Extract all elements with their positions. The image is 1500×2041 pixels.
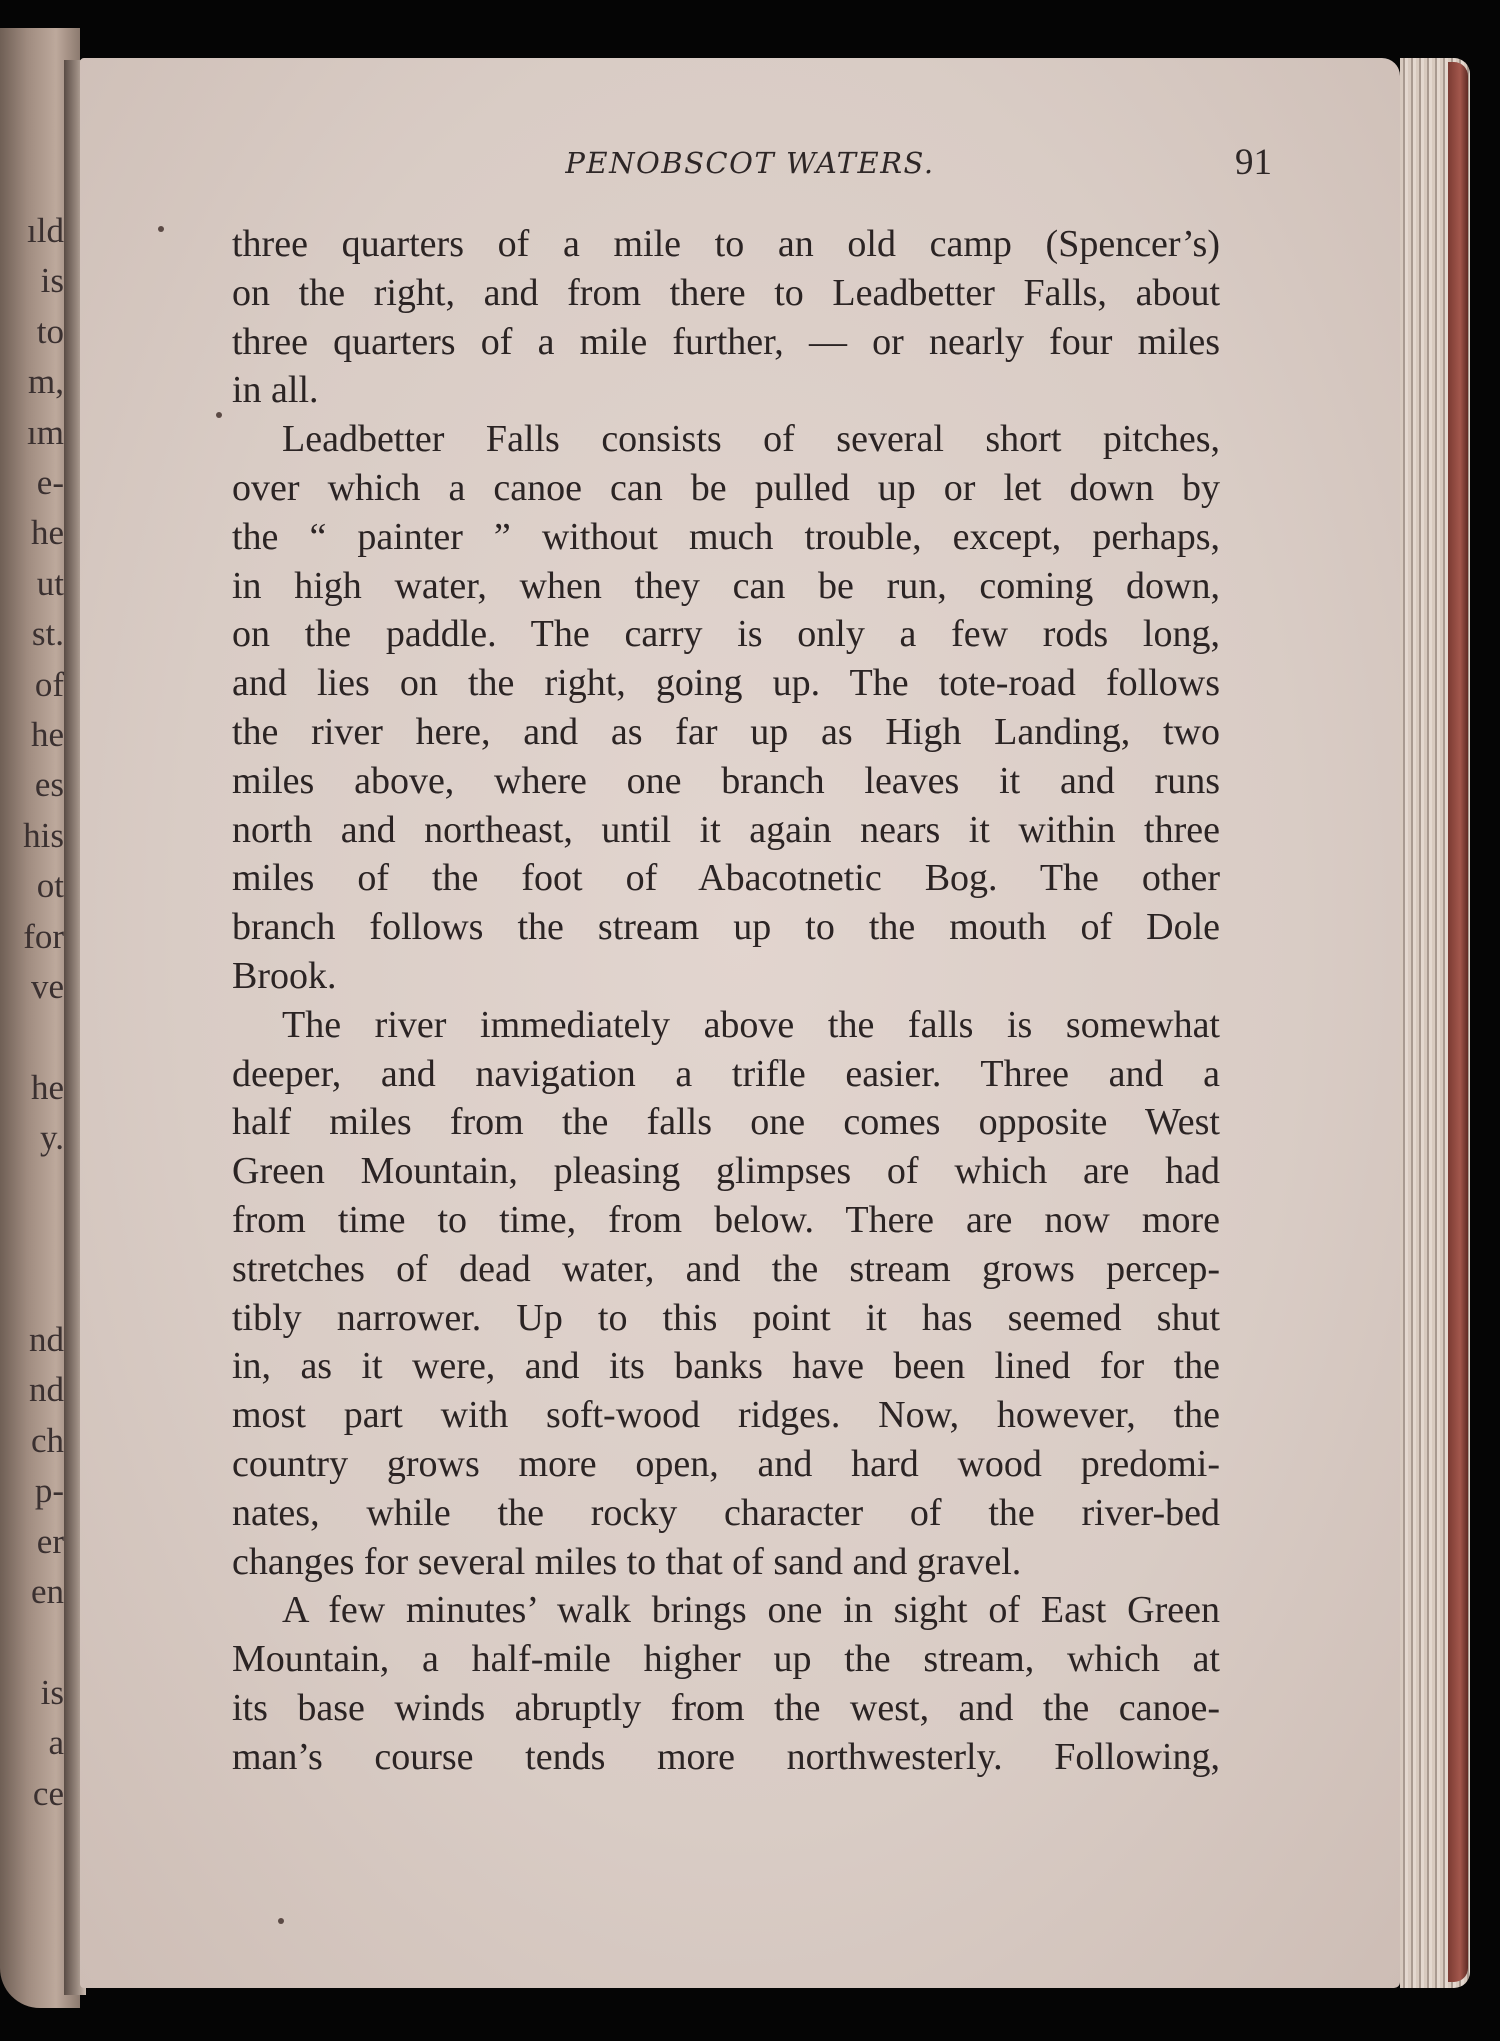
- paper-speck: [158, 226, 164, 232]
- body-text: [232, 220, 1220, 1782]
- paper-speck: [278, 1918, 284, 1924]
- text-line: branch follows the stream up to the mouth of Dole: [232, 906, 1220, 949]
- text-line: country grows more open, and hard wood predomi-: [232, 1442, 1220, 1485]
- text-line: Mountain, a half-mile higher up the stream, which at: [232, 1638, 1220, 1681]
- text-line: deeper, and navigation a trifle easier. Three and a: [232, 1052, 1220, 1095]
- text-line: its base winds abruptly from the west, and the canoe-: [232, 1686, 1220, 1729]
- text-line: Leadbetter Falls consists of several short pitches,: [282, 418, 1220, 461]
- text-line: miles of the foot of Abacotnetic Bog. The other: [232, 857, 1220, 900]
- text-line: nates, while the rocky character of the river-bed: [232, 1491, 1220, 1534]
- paper-speck: [216, 412, 222, 418]
- text-line: most part with soft-wood ridges. Now, however, the: [232, 1394, 1220, 1437]
- text-line: the river here, and as far up as High Landing, two: [232, 710, 1220, 753]
- text-line: The river immediately above the falls is somewhat: [282, 1003, 1220, 1046]
- text-line: tibly narrower. Up to this point it has seemed shut: [232, 1296, 1220, 1339]
- text-line: over which a canoe can be pulled up or let down by: [232, 466, 1220, 509]
- text-line: man’s course tends more northwesterly. Following,: [232, 1735, 1220, 1778]
- text-line: changes for several miles to that of sand and gravel.: [232, 1540, 1022, 1583]
- text-line: and lies on the right, going up. The tote-road follows: [232, 662, 1220, 705]
- text-line: on the right, and from there to Leadbetter Falls, about: [232, 271, 1220, 314]
- page-number: 91: [1235, 142, 1272, 183]
- text-line: from time to time, from below. There are now more: [232, 1198, 1220, 1241]
- text-line: north and northeast, until it again nears it within three: [232, 808, 1220, 851]
- text-line: miles above, where one branch leaves it and runs: [232, 759, 1220, 802]
- text-line: Brook.: [232, 954, 337, 997]
- text-line: the “ painter ” without much trouble, except, perhaps,: [232, 515, 1220, 558]
- text-line: three quarters of a mile further, — or nearly four miles: [232, 320, 1220, 363]
- text-line: in high water, when they can be run, coming down,: [232, 564, 1220, 607]
- running-head: PENOBSCOT WATERS.: [565, 146, 935, 180]
- text-line: in all.: [232, 369, 319, 412]
- text-line: in, as it were, and its banks have been lined for the: [232, 1345, 1220, 1388]
- text-line: stretches of dead water, and the stream grows percep-: [232, 1247, 1220, 1290]
- text-line: three quarters of a mile to an old camp (Spencer’s): [232, 223, 1220, 265]
- text-line: A few minutes’ walk brings one in sight of East Green: [282, 1589, 1220, 1632]
- text-line: Green Mountain, pleasing glimpses of which are had: [232, 1150, 1220, 1193]
- book-cover-edge: [1448, 62, 1468, 1982]
- text-line: half miles from the falls one comes opposite West: [232, 1101, 1220, 1144]
- text-line: on the paddle. The carry is only a few rods long,: [232, 613, 1220, 656]
- previous-page-fragments: ıld is to m, ım e- he ut st. of he es his ot for ve he y. nd nd ch p- er en is a ce: [23, 211, 64, 1813]
